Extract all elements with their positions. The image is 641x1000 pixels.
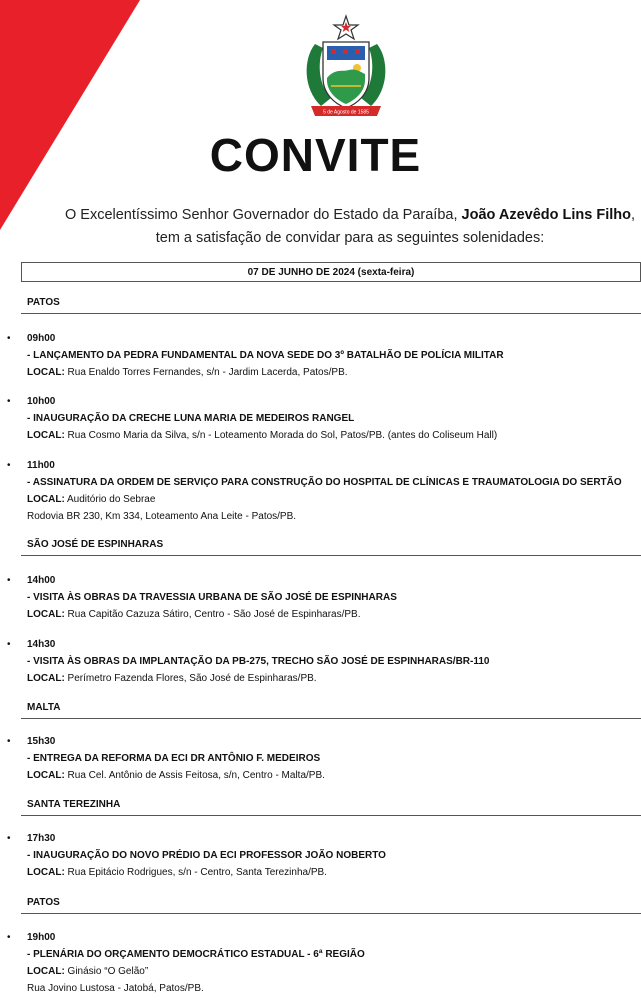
corner-triangle bbox=[0, 0, 140, 230]
bullet-icon: • bbox=[7, 333, 11, 344]
event-local: Rua Capitão Cazuza Sátiro, Centro - São José de Espinharas/PB. bbox=[64, 609, 361, 620]
event-title: - ENTREGA DA REFORMA DA ECI DR ANTÔNIO F. MEDEIROS bbox=[27, 753, 321, 764]
event-local: Rua Enaldo Torres Fernandes, s/n - Jardim Lacerda, Patos/PB. bbox=[64, 367, 348, 378]
event-title: - INAUGURAÇÃO DA CRECHE LUNA MARIA DE MEDEIROS RANGEL bbox=[27, 413, 355, 424]
bullet-icon: • bbox=[7, 736, 11, 747]
section-header: PATOS bbox=[21, 896, 641, 914]
event-title: - LANÇAMENTO DA PEDRA FUNDAMENTAL DA NOVA SEDE DO 3º BATALHÃO DE POLÍCIA MILITAR bbox=[27, 350, 504, 361]
event-time: 17h30 bbox=[27, 833, 56, 844]
event-title: - ASSINATURA DA ORDEM DE SERVIÇO PARA CONSTRUÇÃO DO HOSPITAL DE CLÍNICAS E TRAUMATOLOGIA DO SERTÃO bbox=[27, 477, 622, 488]
event-date: 07 DE JUNHO DE 2024 (sexta-feira) bbox=[21, 262, 641, 282]
section-header: PATOS bbox=[21, 296, 641, 314]
event-title: - VISITA ÀS OBRAS DA IMPLANTAÇÃO DA PB-275, TRECHO SÃO JOSÉ DE ESPINHARAS/BR-110 bbox=[27, 656, 490, 667]
event-title: - VISITA ÀS OBRAS DA TRAVESSIA URBANA DE SÃO JOSÉ DE ESPINHARAS bbox=[27, 592, 397, 603]
event-time: 15h30 bbox=[27, 736, 56, 747]
section-header: SÃO JOSÉ DE ESPINHARAS bbox=[21, 538, 641, 556]
bullet-icon: • bbox=[7, 932, 11, 943]
local-label: LOCAL: bbox=[27, 609, 65, 620]
intro-before: O Excelentíssimo Senhor Governador do Estado da Paraíba, bbox=[64, 207, 462, 223]
event-local: Perímetro Fazenda Flores, São José de Espinharas/PB. bbox=[64, 673, 317, 684]
local-label: LOCAL: bbox=[27, 867, 65, 878]
event-time: 11h00 bbox=[27, 460, 55, 471]
intro-after: , bbox=[631, 207, 636, 223]
bullet-icon: • bbox=[7, 833, 11, 844]
event-local: Rua Epitácio Rodrigues, s/n - Centro, Santa Terezinha/PB. bbox=[64, 867, 327, 878]
event-local: Rua Cel. Antônio de Assis Feitosa, s/n, Centro - Malta/PB. bbox=[64, 770, 325, 781]
bullet-icon: • bbox=[7, 396, 11, 407]
event-title: - INAUGURAÇÃO DO NOVO PRÉDIO DA ECI PROFESSOR JOÃO NOBERTO bbox=[27, 850, 386, 861]
local-label: LOCAL: bbox=[27, 494, 65, 505]
event-time: 14h30 bbox=[27, 639, 56, 650]
bullet-icon: • bbox=[7, 460, 11, 471]
intro-text bbox=[60, 204, 640, 250]
bullet-icon: • bbox=[7, 639, 11, 650]
bullet-icon: • bbox=[7, 575, 11, 586]
event-local: Auditório do Sebrae bbox=[64, 494, 156, 505]
coat-of-arms-icon bbox=[297, 14, 395, 126]
event-time: 19h00 bbox=[27, 932, 56, 943]
page-title: CONVITE bbox=[209, 129, 422, 181]
local-label: LOCAL: bbox=[27, 770, 65, 781]
section-header: SANTA TEREZINHA bbox=[21, 798, 641, 816]
event-local-extra: Rua Jovino Lustosa - Jatobá, Patos/PB. bbox=[27, 983, 204, 994]
event-title: - PLENÁRIA DO ORÇAMENTO DEMOCRÁTICO ESTADUAL - 6ª REGIÃO bbox=[27, 949, 365, 960]
event-local: Rua Cosmo Maria da Silva, s/n - Loteamento Morada do Sol, Patos/PB. (antes do Coliseum Hall) bbox=[64, 430, 498, 441]
event-time: 14h00 bbox=[27, 575, 56, 586]
local-label: LOCAL: bbox=[27, 430, 65, 441]
event-time: 10h00 bbox=[27, 396, 56, 407]
local-label: LOCAL: bbox=[27, 673, 65, 684]
event-local: Ginásio “O Gelão” bbox=[64, 966, 149, 977]
seal-ribbon-text: 5 de Agosto de 1585 bbox=[323, 109, 369, 116]
event-local-extra: Rodovia BR 230, Km 334, Loteamento Ana Leite - Patos/PB. bbox=[27, 511, 297, 522]
section-header: MALTA bbox=[21, 701, 641, 719]
local-label: LOCAL: bbox=[27, 367, 65, 378]
governor-name: João Azevêdo Lins Filho bbox=[461, 207, 631, 223]
event-time: 09h00 bbox=[27, 333, 56, 344]
intro-line2: tem a satisfação de convidar para as seguintes solenidades: bbox=[155, 230, 545, 246]
local-label: LOCAL: bbox=[27, 966, 65, 977]
